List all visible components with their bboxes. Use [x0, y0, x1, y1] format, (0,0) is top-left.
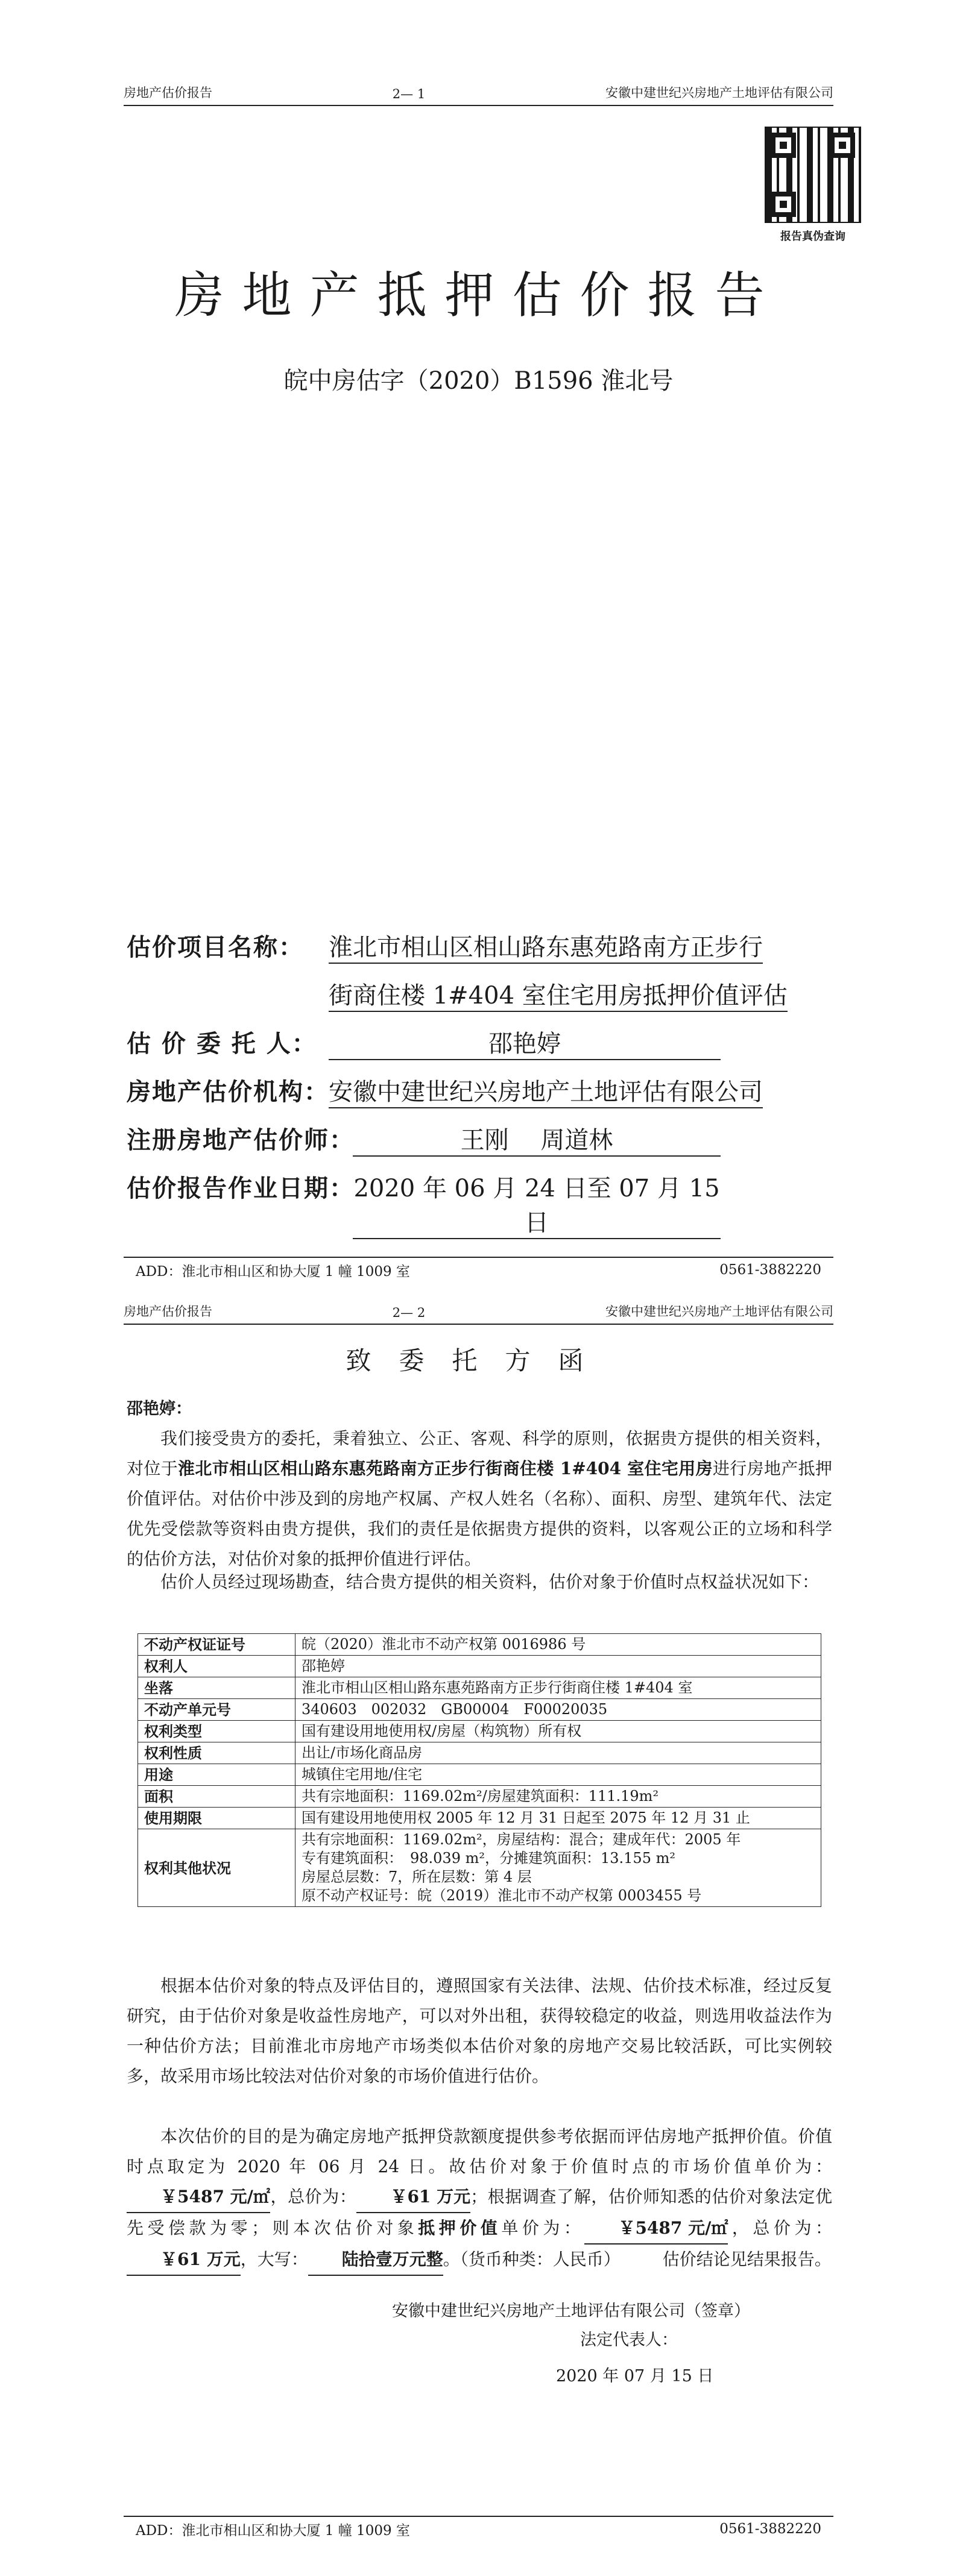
project-name-label: 估价项目名称： [127, 933, 304, 961]
table-value-cell [295, 1656, 821, 1677]
table-value-line: 专有建筑面积： 98.039 m²，分摊建筑面积：13.155 m² [302, 1850, 675, 1867]
table-key-cell: 使用期限 [138, 1808, 295, 1829]
table-key-cell: 权利其他状况 [138, 1829, 295, 1907]
table-value-line: 出让/市场化商品房 [302, 1744, 423, 1761]
method-paragraph: 根据本估价对象的特点及评估目的，遵照国家有关法律、法规、估价技术标准，经过反复研究，由于估价对象是收益性房地产，可以对外出租，获得较稳定的收益，则选用收益法作为一种估价方法；目前淮北市房地产市场类似本估价对象的房地产交易比较活跃，可比实例较多，故采用市场比较法对估价对象的市场价值进行估价。 [127, 1976, 832, 2086]
mortgage-unit-price: ￥5487 元/㎡ [584, 2213, 728, 2245]
table-key-cell: 权利性质 [138, 1742, 295, 1764]
table-value-cell [295, 1634, 821, 1656]
table-value-line: 原不动产权证号：皖（2019）淮北市不动产权第 0003455 号 [302, 1887, 702, 1904]
table-row [138, 1721, 821, 1742]
footer-phone: 0561-3882220 [719, 2521, 821, 2537]
table-value-cell [295, 1699, 821, 1721]
letter-title: 致委托方函 [346, 1346, 611, 1375]
capital-amount: 陆拾壹万元整 [308, 2245, 443, 2276]
table-key-cell: 不动产单元号 [138, 1699, 295, 1721]
legal-representative: 法定代表人： [580, 2331, 678, 2349]
signing-date: 2020 年 07 月 15 日 [556, 2367, 714, 2386]
work-date-value: 2020 年 06 月 24 日至 07 月 15 日 [353, 1169, 721, 1239]
table-value-line: 城镇住宅用地/住宅 [302, 1766, 423, 1783]
table-key-cell: 坐落 [138, 1677, 295, 1699]
signing-company: 安徽中建世纪兴房地产土地评估有限公司（签章） [392, 2302, 750, 2320]
table-key-cell: 权利类型 [138, 1721, 295, 1742]
project-name-line2: 街商住楼 1#404 室住宅用房抵押价值评估 [329, 976, 788, 1012]
table-row [138, 1677, 821, 1699]
table-key-cell: 不动产权证证号 [138, 1634, 295, 1656]
intro-paragraph: 我们接受贵方的委托，秉着独立、公正、客观、科学的原则，依据贵方提供的相关资料，对位于淮北市相山区相山路东惠苑路南方正步行街商住楼 1#404 室住宅用房进行房地产抵押价值评估。对估价中涉及到的房地产权属、产权人姓名（名称）、面积、房型、建筑年代、法定优先受偿款等资料由贵方提供，我们的责任是依据贵方提供的资料，以客观公正的立场和科学的估价方法，对估价对象的抵押价值进行评估。 [127, 1428, 832, 1569]
agency-value: 安徽中建世纪兴房地产土地评估有限公司 [329, 1073, 763, 1108]
table-value-cell [295, 1742, 821, 1764]
table-value-line: 共有宗地面积：1169.02m²，房屋结构：混合；建成年代：2005 年 [302, 1831, 741, 1848]
table-row [138, 1764, 821, 1786]
table-value-line: 国有建设用地使用权/房屋（构筑物）所有权 [302, 1723, 582, 1739]
table-value-cell [295, 1677, 821, 1699]
value-conclusion-paragraph: 本次估价的目的是为确定房地产抵押贷款额度提供参考依据而评估房地产抵押价值。价值时点取定为 2020 年 06 月 24 日。故估价对象于价值时点的市场价值单价为：￥5487 元/㎡，总价为： ￥61 万元；根据调查了解，估价师知悉的估价对象法定优先受偿款为零；则本次估价对象抵押价值单价为： ￥5487 元/㎡，总价为：￥61 万元，大写： 陆拾壹万元整。（货币种类：人民币） 估价结论见结果报告。 [127, 2122, 832, 2276]
table-value-line: 皖（2020）淮北市不动产权第 0016986 号 [302, 1636, 586, 1653]
header-page-number: 2— 1 [392, 87, 426, 101]
work-date-label: 估价报告作业日期： [127, 1174, 355, 1202]
agency-label: 房地产估价机构： [127, 1078, 329, 1106]
letter-to-client-page [0, 1290, 957, 2576]
footer-phone: 0561-3882220 [719, 1262, 821, 1278]
header-left: 房地产估价报告 [124, 86, 212, 100]
client-label: 估 价 委 托 人： [127, 1029, 317, 1058]
table-row [138, 1829, 821, 1907]
table-value-cell [295, 1808, 821, 1829]
table-row [138, 1699, 821, 1721]
header-page-number: 2— 2 [392, 1305, 426, 1320]
table-row [138, 1808, 821, 1829]
mortgage-value-label: 抵押价值 [418, 2218, 502, 2238]
market-unit-price: ￥5487 元/㎡ [127, 2182, 270, 2213]
rights-status-table [137, 1633, 821, 1907]
market-total-price: ￥61 万元 [356, 2182, 470, 2213]
appraiser-label: 注册房地产估价师： [127, 1126, 355, 1154]
report-info-block [127, 928, 838, 1237]
table-value-line: 国有建设用地使用权 2005 年 12 月 31 日起至 2075 年 12 月 31 止 [302, 1809, 750, 1826]
table-value-cell [295, 1721, 821, 1742]
table-value-line: 340603 002032 GB00004 F00020035 [302, 1701, 608, 1718]
page-header [124, 78, 833, 106]
page-footer [124, 2516, 833, 2541]
table-row [138, 1786, 821, 1808]
verification-qr-code[interactable] [765, 127, 861, 223]
appraiser-value: 王刚 周道林 [353, 1121, 721, 1157]
property-address: 淮北市相山区相山路东惠苑路南方正步行街商住楼 1#404 室住宅用房 [178, 1459, 713, 1478]
qr-caption: 报告真伪查询 [780, 230, 845, 243]
survey-paragraph: 估价人员经过现场勘查，结合贵方提供的相关资料，估价对象于价值时点权益状况如下： [160, 1572, 820, 1592]
table-key-cell: 用途 [138, 1764, 295, 1786]
table-value-line: 共有宗地面积：1169.02m²/房屋建筑面积：111.19m² [302, 1788, 659, 1805]
page-header [124, 1297, 833, 1325]
table-row [138, 1656, 821, 1677]
header-company: 安徽中建世纪兴房地产土地评估有限公司 [605, 1304, 833, 1319]
header-left: 房地产估价报告 [124, 1304, 212, 1319]
footer-address: ADD：淮北市相山区和协大厦 1 幢 1009 室 [136, 1263, 410, 1280]
page-footer [124, 1257, 833, 1282]
project-name-line1: 淮北市相山区相山路东惠苑路南方正步行 [329, 928, 763, 964]
table-key-cell: 权利人 [138, 1656, 295, 1677]
table-value-line: 房屋总层数：7，所在层数：第 4 层 [302, 1868, 532, 1885]
table-row [138, 1634, 821, 1656]
table-value-line: 邵艳婷 [302, 1657, 345, 1674]
table-value-cell [295, 1829, 821, 1907]
mortgage-total-price: ￥61 万元 [127, 2245, 241, 2276]
client-value: 邵艳婷 [329, 1025, 721, 1060]
salutation: 邵艳婷： [127, 1400, 192, 1418]
report-title: 房地产抵押估价报告 [174, 267, 783, 324]
footer-address: ADD：淮北市相山区和协大厦 1 幢 1009 室 [136, 2522, 410, 2539]
table-value-line: 淮北市相山区相山路东惠苑路南方正步行街商住楼 1#404 室 [302, 1679, 693, 1696]
report-number: 皖中房估字（2020）B1596 淮北号 [283, 367, 674, 395]
table-value-cell [295, 1786, 821, 1808]
header-company: 安徽中建世纪兴房地产土地评估有限公司 [605, 86, 833, 100]
table-row [138, 1742, 821, 1764]
table-value-cell [295, 1764, 821, 1786]
table-key-cell: 面积 [138, 1786, 295, 1808]
